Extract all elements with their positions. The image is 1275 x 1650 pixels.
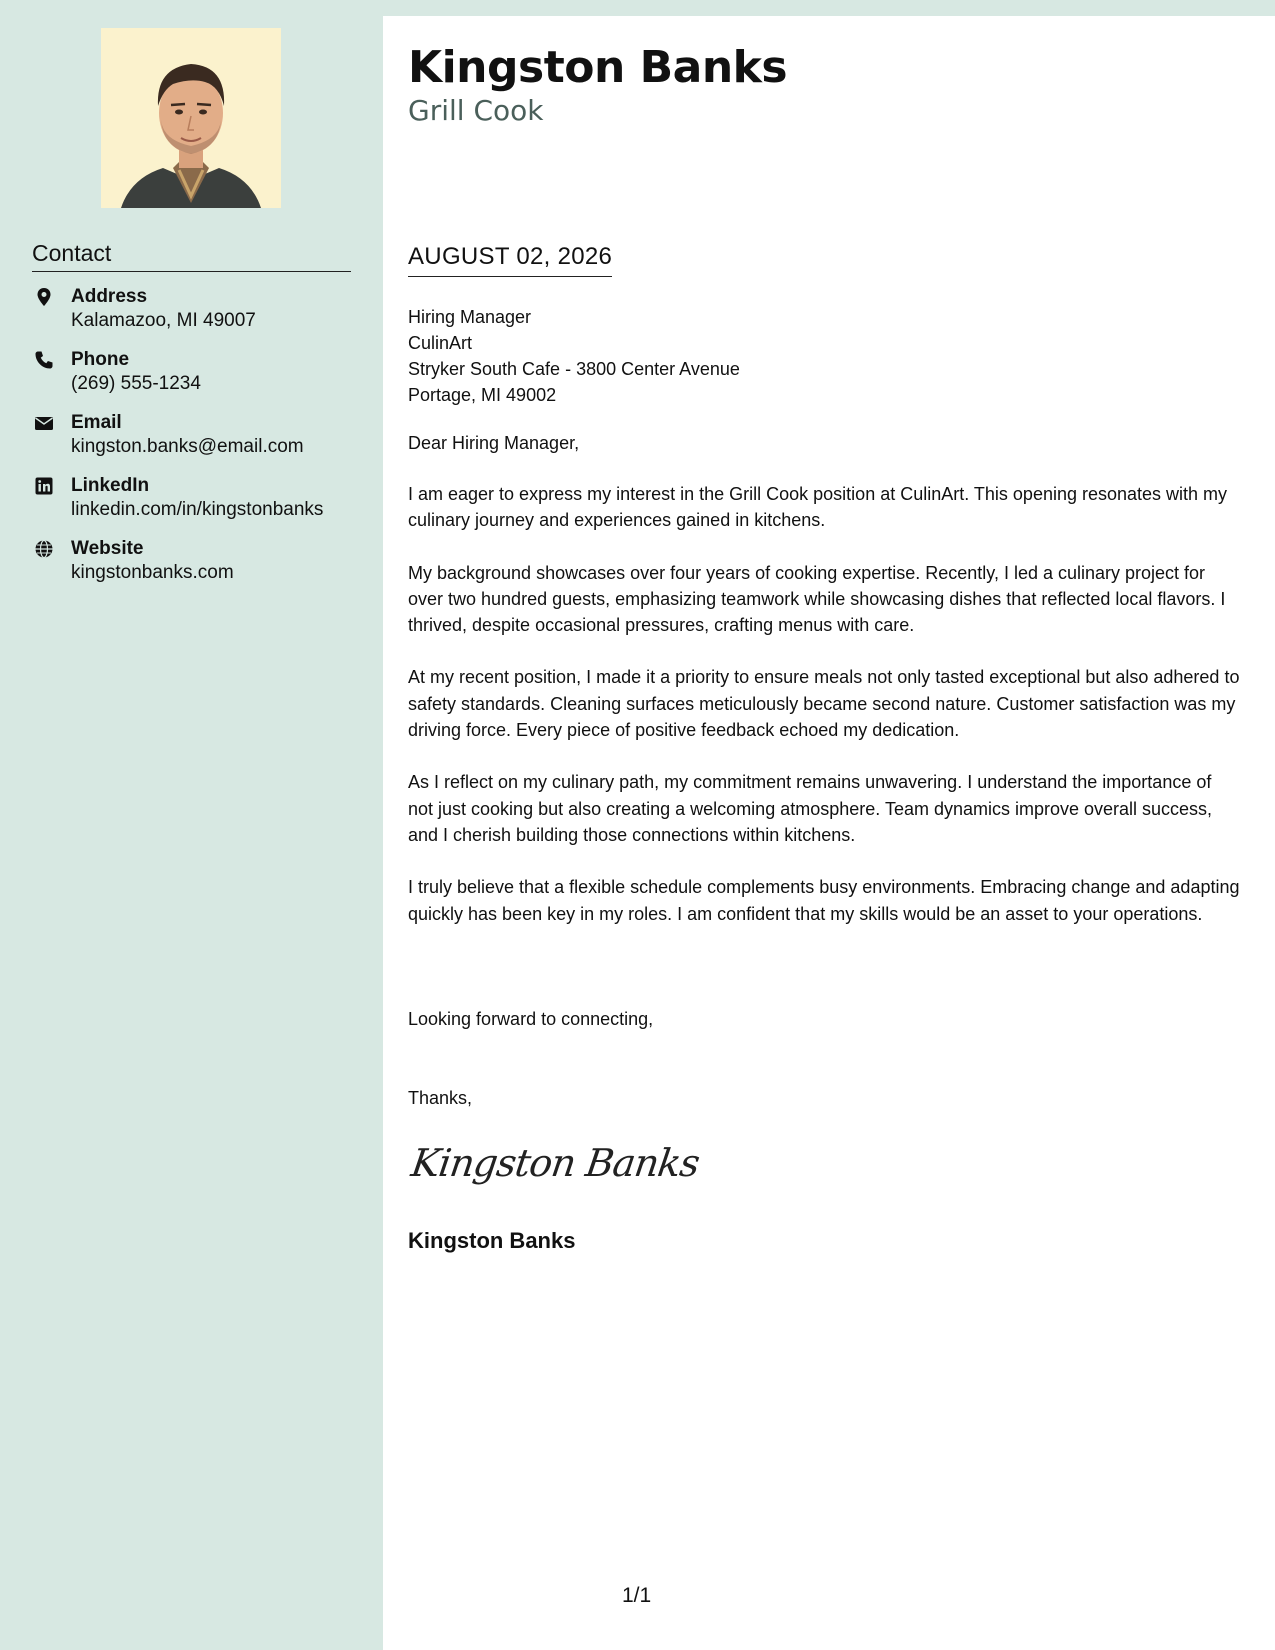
contact-item-phone: [32, 348, 362, 411]
contact-value[interactable]: kingstonbanks.com: [71, 562, 234, 583]
contact-heading: Contact: [32, 240, 351, 272]
recipient-line: Stryker South Cafe - 3800 Center Avenue: [408, 359, 740, 379]
map-pin-icon: [34, 287, 54, 307]
recipient-line: CulinArt: [408, 333, 473, 353]
contact-item-email: [32, 411, 362, 474]
closing-line: Looking forward to connecting,: [408, 1009, 654, 1029]
paragraph: My background showcases over four years of cooking expertise. Recently, I led a culinary project for over two hundred guests, emphasizing teamwork while showcasing dishes that reflected local flavors. I thrived, despite occasional pressures, crafting menus with care.: [408, 562, 1226, 636]
contact-value[interactable]: linkedin.com/in/kingstonbanks: [71, 499, 324, 520]
paragraph: I am eager to express my interest in the Grill Cook position at CulinArt. This opening resonates with my culinary journey and experiences gained in kitchens.: [408, 484, 1228, 531]
contact-item-website: [32, 537, 362, 600]
contact-item-linkedin: [32, 474, 362, 537]
sidebar: [0, 0, 383, 1650]
salutation: Dear Hiring Manager,: [408, 433, 580, 453]
applicant-title: Grill Cook: [408, 94, 544, 127]
applicant-name: Kingston Banks: [408, 42, 788, 93]
contact-item-address: [32, 285, 362, 348]
phone-icon: [34, 350, 54, 370]
contact-label: Phone: [71, 349, 130, 370]
letter-body: [383, 16, 1275, 1650]
contact-value[interactable]: kingston.banks@email.com: [71, 436, 304, 457]
contact-label: Email: [71, 412, 122, 433]
paragraph: I truly believe that a flexible schedule complements busy environments. Embracing change and adapting quickly has been key in my roles. I am confident that my skills would be an asset to your operations.: [408, 877, 1240, 924]
letter-date: AUGUST 02, 2026: [408, 243, 612, 277]
recipient-line: Hiring Manager: [408, 307, 532, 327]
recipient-block: [408, 304, 1228, 408]
contact-value: Kalamazoo, MI 49007: [71, 310, 256, 331]
letter-paragraphs: [408, 481, 1240, 953]
recipient-line: Portage, MI 49002: [408, 385, 557, 405]
contact-value: (269) 555-1234: [71, 373, 201, 394]
paragraph: As I reflect on my culinary path, my commitment remains unwavering. I understand the importance of not just cooking but also creating a welcoming atmosphere. Team dynamics improve overall success, and I cherish building those connections within kitchens.: [408, 772, 1213, 845]
contact-label: Website: [71, 538, 144, 559]
thanks-line: Thanks,: [408, 1088, 473, 1108]
contact-list: [32, 285, 362, 600]
profile-photo: [101, 28, 281, 208]
contact-label: LinkedIn: [71, 475, 150, 496]
envelope-icon: [34, 413, 54, 433]
globe-icon: [34, 539, 54, 559]
contact-label: Address: [71, 286, 148, 307]
handwritten-signature: [408, 1132, 702, 1192]
signed-name: Kingston Banks: [408, 1228, 576, 1253]
svg-text:Kingston Banks: Kingston Banks: [408, 1142, 702, 1186]
paragraph: At my recent position, I made it a priority to ensure meals not only tasted exceptional but also adhered to safety standards. Cleaning surfaces meticulously became second nature. Customer satisfaction was my driving force. Every piece of positive feedback echoed my dedication.: [408, 667, 1240, 741]
linkedin-icon: [34, 476, 54, 496]
page-number: 1/1: [622, 1584, 652, 1607]
